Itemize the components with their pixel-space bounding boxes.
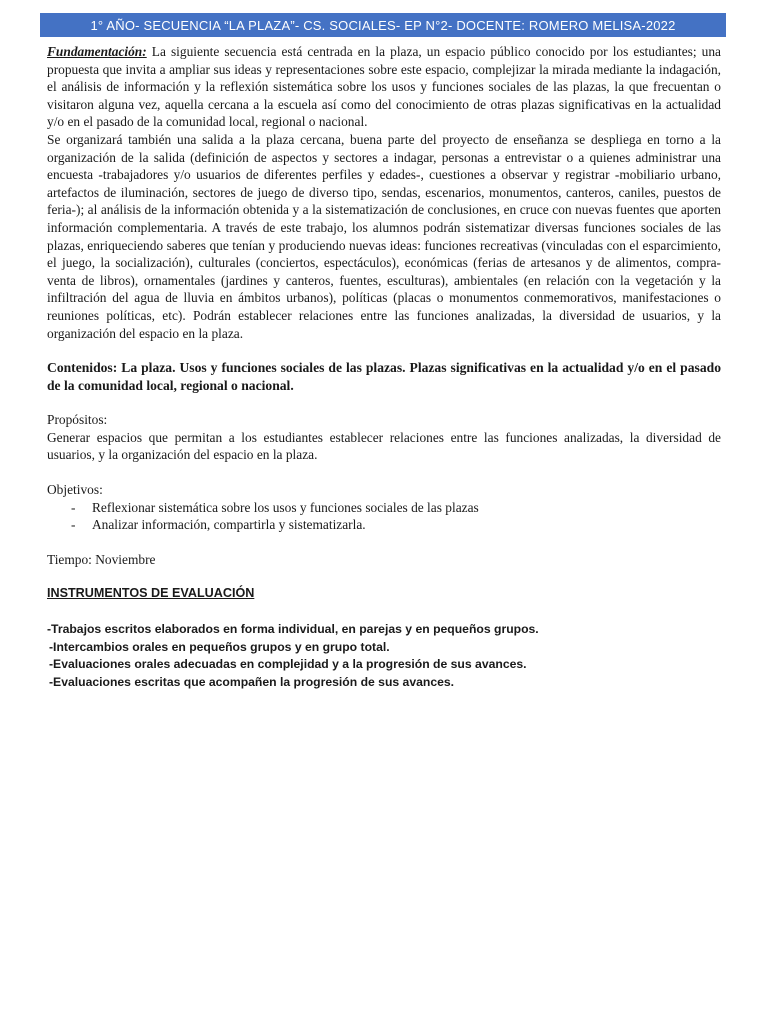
list-item: -Trabajos escritos elaborados en forma individual, en parejas y en pequeños grupos. xyxy=(47,622,539,637)
bullet-dash: - xyxy=(71,517,76,533)
list-item: -Evaluaciones orales adecuadas en complejidad y a la progresión de sus avances. xyxy=(49,657,527,672)
list-item xyxy=(71,499,721,517)
list-item xyxy=(71,516,721,534)
list-item: -Intercambios orales en pequeños grupos y en grupo total. xyxy=(49,639,390,654)
bullet-dash: - xyxy=(71,499,76,515)
document-header xyxy=(40,13,726,37)
document-body xyxy=(47,43,721,691)
header-title: 1° AÑO- SECUENCIA “LA PLAZA”- CS. SOCIALES- EP N°2- DOCENTE: ROMERO MELISA-2022 xyxy=(90,17,676,33)
objetivo-text: Analizar información, compartirla y sistematizarla. xyxy=(92,517,366,533)
fundamentacion-paragraph-2: Se organizará también una salida a la plaza cercana, buena parte del proyecto de enseñanza se despliega en torno a la organización de la salida (definición de aspectos y sectores a indagar, personas a entrevistar o a quienes administrar una encuesta -trabajadores y/o usuarios de diferentes perfiles y edades-, cuestiones a observar y registrar -mobiliario urbano, artefactos de iluminación, sectores de juego de diverso tipo, sendas, escenarios, monumentos, canteros, caniles, puestos de feria-); al análisis de la información obtenida y a la sistematización de conclusiones, en cruce con nuevas fuentes que aporten información complementaria. A través de este trabajo, los alumnos podrán sistematizar diversas funciones sociales de las plazas, enriqueciendo saberes que tenían y produciendo nuevas ideas: funciones recreativas (vinculadas con el esparcimiento, el juego, la socialización), culturales (conciertos, espectáculos), económicas (ferias de artesanos y de alimentos, compra-venta de libros), ornamentales (jardines y canteros, fuentes, esculturas), ambientales (en relación con la vegetación y la infiltración del agua de lluvia en ámbitos urbanos), políticas (placas o monumentos conmemorativos, manifestaciones o reuniones políticas, etc). Podrán establecer relaciones entre las funciones analizadas, la diversidad de usuarios, y la organización del espacio en la plaza. xyxy=(47,131,721,341)
objetivos-label: Objetivos: xyxy=(47,482,103,498)
objetivos-list xyxy=(47,499,721,534)
fundamentacion-paragraph xyxy=(47,43,721,131)
propositos-label: Propósitos: xyxy=(47,412,108,428)
propositos-text: Generar espacios que permitan a los estudiantes establecer relaciones entre las funciones analizadas, la diversidad de usuarios, y la organización del espacio en la plaza. xyxy=(47,429,721,463)
fundamentacion-text: La siguiente secuencia está centrada en la plaza, un espacio público conocido por los estudiantes; una propuesta que invita a ampliar sus ideas y representaciones sobre este espacio, complejizar la mirada mediante la indagación, el análisis de información y la reflexión sistemática sobre los usos y funciones sociales de las plazas, la que frecuentan o visitaron alguna vez, aquella cercana a la escuela así como del conocimiento de otras plazas significativas en la actualidad y/o en el pasado de la comunidad local, regional o nacional. xyxy=(47,44,721,130)
objetivo-text: Reflexionar sistemática sobre los usos y funciones sociales de las plazas xyxy=(92,499,479,515)
instrumentos-title: INSTRUMENTOS DE EVALUACIÓN xyxy=(47,586,255,601)
tiempo-line: Tiempo: Noviembre xyxy=(47,551,156,567)
fundamentacion-label: Fundamentación: xyxy=(47,44,147,59)
instrumentos-list xyxy=(47,621,721,691)
list-item: -Evaluaciones escritas que acompañen la progresión de sus avances. xyxy=(49,674,455,689)
contenidos-paragraph: Contenidos: La plaza. Usos y funciones sociales de las plazas. Plazas significativas en la actualidad y/o en el pasado de la comunidad local, regional o nacional. xyxy=(47,360,721,393)
